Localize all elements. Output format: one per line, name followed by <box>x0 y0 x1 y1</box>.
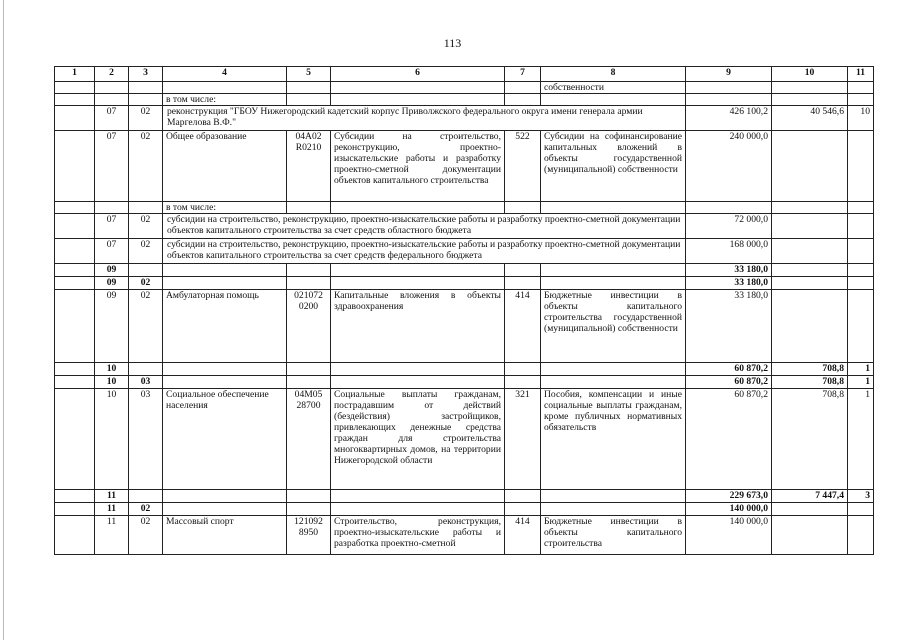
header-cell: 3 <box>129 67 163 82</box>
cell-amount-3: 3 <box>848 490 874 503</box>
cell-expense-type: Бюджетные инвестиции в объекты капитального строительства государственной (муниципальной) собственности <box>541 290 686 363</box>
header-cell: 2 <box>95 67 129 82</box>
cell-amount: 140 000,0 <box>686 503 772 516</box>
cell-name: Общее образование <box>163 131 287 202</box>
cell-amount: 240 000,0 <box>686 131 772 202</box>
table-row <box>55 239 874 264</box>
cell-code: 021072 0200 <box>287 290 331 363</box>
cell-section: 07 <box>95 106 129 131</box>
cell-description: реконструкция "ГБОУ Нижегородский кадетский корпус Приволжского федерального округа имени генерала армии Маргелова В.Ф." <box>163 106 686 131</box>
cell-kvr: 522 <box>505 131 541 202</box>
cell-subsection: 02 <box>129 516 163 555</box>
cell-section: 09 <box>95 290 129 363</box>
cell-description: субсидии на строительство, реконструкцию, проектно-изыскательские работы и разработку проектно-сметной документации объектов капитального строительства за счет средств федерального бюджета <box>163 239 686 264</box>
cell-subsection: 03 <box>129 389 163 490</box>
header-cell: 4 <box>163 67 287 82</box>
cell-amount-3: 1 <box>848 389 874 490</box>
header-cell: 9 <box>686 67 772 82</box>
budget-table <box>54 66 874 555</box>
cell-subsection: 02 <box>129 239 163 264</box>
header-cell: 5 <box>287 67 331 82</box>
cell-amount-2: 708,8 <box>772 376 848 389</box>
header-cell: 11 <box>848 67 874 82</box>
cell-section: 10 <box>95 363 129 376</box>
cell-kvr: 414 <box>505 516 541 555</box>
table-header-row <box>55 67 874 82</box>
header-cell: 10 <box>772 67 848 82</box>
cell-amount: 60 870,2 <box>686 389 772 490</box>
cell-section: 07 <box>95 239 129 264</box>
cell-name: в том числе: <box>163 94 287 106</box>
table-row <box>55 202 874 214</box>
cell-amount: 72 000,0 <box>686 214 772 239</box>
cell-kvr: 321 <box>505 389 541 490</box>
cell-subsection: 02 <box>129 106 163 131</box>
cell-measure: Строительство, реконструкция, проектно-изыскательские работы и разработка проектно-сметной <box>331 516 505 555</box>
cell-section: 10 <box>95 389 129 490</box>
table-row <box>55 363 874 376</box>
cell-amount: 229 673,0 <box>686 490 772 503</box>
cell-measure: Субсидии на строительство, реконструкцию, проектно-изыскательские работы и разработку проектно-сметной документации объектов капитального строительства <box>331 131 505 202</box>
cell-subsection: 02 <box>129 277 163 290</box>
cell-expense-type: собственности <box>541 82 686 94</box>
table-row <box>55 277 874 290</box>
cell-expense-type: Пособия, компенсации и иные социальные выплаты гражданам, кроме публичных нормативных обязательств <box>541 389 686 490</box>
cell-section: 11 <box>95 516 129 555</box>
cell-code: 04М05 28700 <box>287 389 331 490</box>
page-number: 113 <box>443 36 462 50</box>
cell-amount: 60 870,2 <box>686 376 772 389</box>
cell-section: 11 <box>95 490 129 503</box>
table-row <box>55 389 874 490</box>
table-row <box>55 490 874 503</box>
cell-amount-2: 7 447,4 <box>772 490 848 503</box>
cell-description: субсидии на строительство, реконструкцию, проектно-изыскательские работы и разработку проектно-сметной документации объектов капитального строительства за счет средств областного бюджета <box>163 214 686 239</box>
cell-amount: 140 000,0 <box>686 516 772 555</box>
cell-amount-2: 708,8 <box>772 363 848 376</box>
table-row <box>55 290 874 363</box>
cell-section: 09 <box>95 264 129 277</box>
cell-code: 121092 8950 <box>287 516 331 555</box>
cell-amount: 33 180,0 <box>686 290 772 363</box>
table-row <box>55 264 874 277</box>
cell-expense-type: Бюджетные инвестиции в объекты капитального строительства <box>541 516 686 555</box>
table-row <box>55 82 874 94</box>
cell-amount: 168 000,0 <box>686 239 772 264</box>
cell-subsection: 02 <box>129 131 163 202</box>
cell-amount: 60 870,2 <box>686 363 772 376</box>
cell-section: 09 <box>95 277 129 290</box>
cell-name: Социальное обеспечение населения <box>163 389 287 490</box>
header-cell: 7 <box>505 67 541 82</box>
cell-subsection: 02 <box>129 503 163 516</box>
table-row <box>55 516 874 555</box>
cell-subsection: 02 <box>129 290 163 363</box>
table-row <box>55 503 874 516</box>
cell-name: Массовый спорт <box>163 516 287 555</box>
cell-section: 07 <box>95 131 129 202</box>
cell-measure: Капитальные вложения в объекты здравоохранения <box>331 290 505 363</box>
cell-subsection: 02 <box>129 214 163 239</box>
cell-amount: 426 100,2 <box>686 106 772 131</box>
cell-amount-2: 708,8 <box>772 389 848 490</box>
cell-amount-2: 40 546,6 <box>772 106 848 131</box>
cell-kvr: 414 <box>505 290 541 363</box>
cell-name: Амбулаторная помощь <box>163 290 287 363</box>
cell-measure: Социальные выплаты гражданам, пострадавшим от действий (бездействия) застройщиков, привлекающих денежные средства граждан для строительства многоквартирных домов, на территории Нижегородской области <box>331 389 505 490</box>
page-edge-line <box>3 0 4 640</box>
cell-amount: 33 180,0 <box>686 277 772 290</box>
table-row <box>55 94 874 106</box>
cell-code: 04А02 R0210 <box>287 131 331 202</box>
table-row <box>55 106 874 131</box>
cell-section: 07 <box>95 214 129 239</box>
cell-amount: 33 180,0 <box>686 264 772 277</box>
cell-amount-3: 1 <box>848 376 874 389</box>
cell-amount-3: 1 <box>848 363 874 376</box>
cell-section: 10 <box>95 376 129 389</box>
table-row <box>55 131 874 202</box>
header-cell: 8 <box>541 67 686 82</box>
cell-section: 11 <box>95 503 129 516</box>
cell-amount-3: 10 <box>848 106 874 131</box>
cell-expense-type: Субсидии на софинансирование капитальных вложений в объекты государственной (муниципальной) собственности <box>541 131 686 202</box>
cell-name: в том числе: <box>163 202 287 214</box>
header-cell: 1 <box>55 67 95 82</box>
cell-subsection: 03 <box>129 376 163 389</box>
table-row <box>55 376 874 389</box>
table-row <box>55 214 874 239</box>
header-cell: 6 <box>331 67 505 82</box>
